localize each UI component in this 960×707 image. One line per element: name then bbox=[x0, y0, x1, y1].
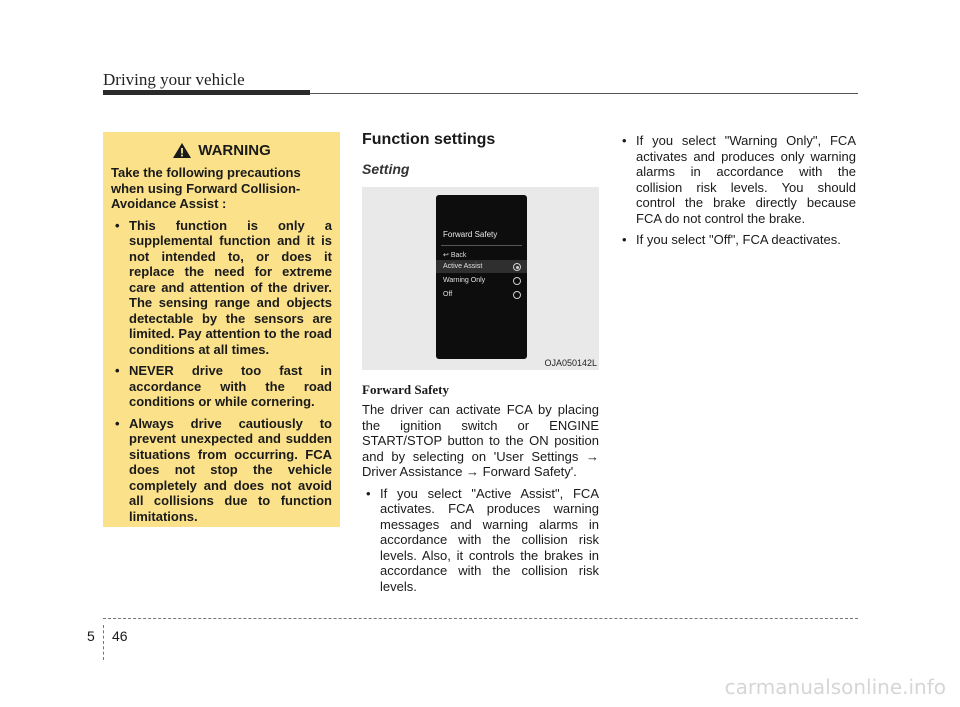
warning-item bbox=[111, 363, 332, 410]
watermark: carmanualsonline.info bbox=[724, 675, 946, 699]
option-active-assist[interactable] bbox=[436, 260, 527, 273]
warning-title-row bbox=[111, 142, 332, 159]
back-arrow-icon: ↩ bbox=[443, 252, 449, 259]
warning-triangle-icon bbox=[172, 142, 192, 159]
sub-heading: Setting bbox=[362, 161, 410, 177]
chapter-number: 5 bbox=[87, 628, 95, 644]
option-label: Active Assist bbox=[443, 263, 483, 270]
warning-intro: Take the following precautions when using Forward Collision-Avoidance Assist : bbox=[111, 165, 301, 211]
bullet-dot: • bbox=[622, 133, 627, 148]
header-rule-thin bbox=[310, 93, 858, 94]
list-item-text: If you select "Active Assist", FCA activates. FCA produces warning messages and warning alarms in accordance with the collision risk levels. Also, it controls the brakes in accordance with the collision risk levels. bbox=[380, 485, 599, 594]
list-item bbox=[618, 232, 856, 248]
footer-vertical-rule bbox=[103, 625, 104, 660]
header-rule-thick bbox=[103, 90, 310, 95]
right-bullet-list bbox=[618, 133, 856, 248]
back-label: Back bbox=[450, 252, 467, 259]
page-header-title: Driving your vehicle bbox=[103, 70, 245, 89]
warning-item-text: NEVER drive too fast in accordance with the road conditions or while cornering. bbox=[129, 363, 332, 409]
figure-code: OJA050142L bbox=[544, 358, 597, 368]
page-number: 46 bbox=[112, 628, 128, 644]
list-item-text: If you select "Off", FCA deactivates. bbox=[636, 232, 841, 247]
display-screen bbox=[436, 195, 527, 359]
option-label: Warning Only bbox=[443, 277, 486, 284]
option-off[interactable] bbox=[436, 288, 527, 301]
screen-back-button[interactable] bbox=[436, 246, 527, 259]
footer-rule bbox=[103, 618, 858, 619]
middle-column bbox=[362, 131, 599, 600]
body-paragraph: The driver can activate FCA by placing the ignition switch or ENGINE START/STOP button to the ON position and by selecting on 'User Settings → Driver Assistance → Forward Safety'. bbox=[362, 402, 599, 479]
forward-safety-heading: Forward Safety bbox=[362, 382, 450, 397]
bullet-dot: • bbox=[115, 217, 120, 233]
bullet-dot: • bbox=[115, 363, 120, 378]
radio-icon bbox=[513, 277, 521, 285]
warning-item bbox=[111, 218, 332, 358]
bullet-dot: • bbox=[115, 415, 120, 431]
section-heading: Function settings bbox=[362, 131, 496, 148]
warning-title: WARNING bbox=[198, 142, 271, 159]
warning-item-text: This function is only a supplemental function and it is not intended to, or does it replace the need for extreme care and attention of the driver. The sensing range and objects detectable by the sensors are limited. Pay attention to the road conditions at all times. bbox=[129, 217, 332, 357]
list-item-text: If you select "Warning Only", FCA activates and produces only warning alarms in accordance with the collision risk levels. You should control the brake directly because FCA do not control the brake. bbox=[636, 133, 856, 226]
right-column bbox=[618, 133, 856, 254]
middle-bullet-list bbox=[362, 486, 599, 595]
screen-title: Forward Safety bbox=[443, 230, 498, 239]
radio-selected-icon bbox=[513, 263, 521, 271]
warning-list bbox=[111, 218, 332, 525]
option-warning-only[interactable] bbox=[436, 274, 527, 287]
list-item bbox=[618, 133, 856, 226]
warning-item-text: Always drive cautiously to prevent unexpected and sudden situations from occurring. FCA does not stop the vehicle completely and does not avoid all collisions due to function limitations. bbox=[129, 415, 332, 524]
bullet-dot: • bbox=[622, 232, 627, 247]
warning-box bbox=[103, 132, 340, 527]
warning-item bbox=[111, 416, 332, 525]
settings-figure bbox=[362, 187, 599, 370]
radio-icon bbox=[513, 291, 521, 299]
list-item bbox=[362, 486, 599, 595]
bullet-dot: • bbox=[366, 485, 371, 501]
option-label: Off bbox=[443, 291, 453, 298]
